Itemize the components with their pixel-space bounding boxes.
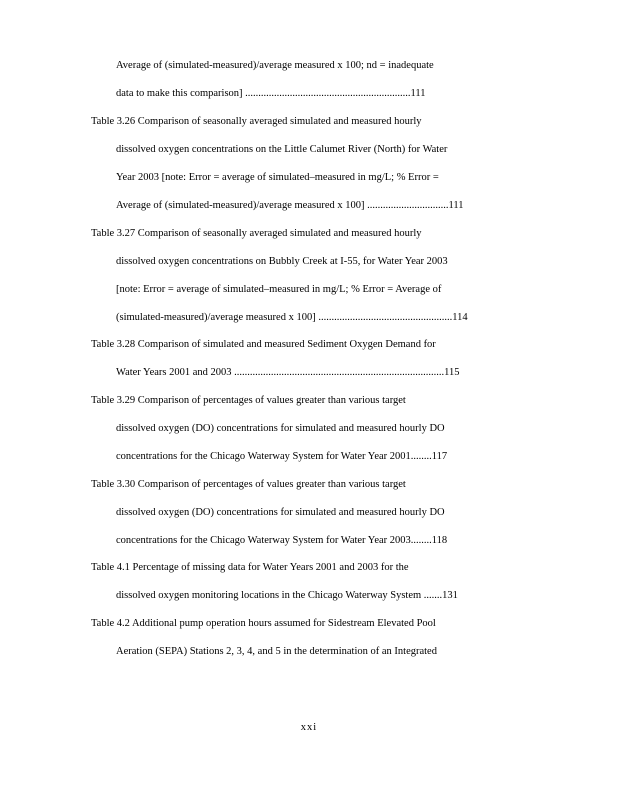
text-line: dissolved oxygen monitoring locations in the Chicago Waterway System .......131 (116, 590, 458, 601)
list-entry-table-3-27: Table 3.27 Comparison of seasonally averaged simulated and measured hourly (91, 228, 422, 239)
text-line: Aeration (SEPA) Stations 2, 3, 4, and 5 in the determination of an Integrated (116, 646, 437, 657)
text-line: [note: Error = average of simulated–measured in mg/L; % Error = Average of (116, 284, 442, 295)
text-line: Water Years 2001 and 2003 ................................................................................115 (116, 367, 460, 378)
list-entry-table-3-29: Table 3.29 Comparison of percentages of values greater than various target (91, 395, 406, 406)
text-line: dissolved oxygen concentrations on Bubbly Creek at I-55, for Water Year 2003 (116, 256, 448, 267)
text-line: Average of (simulated-measured)/average measured x 100; nd = inadequate (116, 60, 434, 71)
text-line: data to make this comparison] ...............................................................111 (116, 88, 426, 99)
text-line: concentrations for the Chicago Waterway System for Water Year 2001........117 (116, 451, 448, 462)
text-line: concentrations for the Chicago Waterway System for Water Year 2003........118 (116, 535, 448, 546)
text-line: dissolved oxygen (DO) concentrations for simulated and measured hourly DO (116, 507, 445, 518)
list-entry-table-4-1: Table 4.1 Percentage of missing data for Water Years 2001 and 2003 for the (91, 562, 409, 573)
text-line: (simulated-measured)/average measured x 100] ...................................................114 (116, 312, 468, 323)
list-entry-table-3-26: Table 3.26 Comparison of seasonally averaged simulated and measured hourly (91, 116, 422, 127)
list-entry-table-3-30: Table 3.30 Comparison of percentages of values greater than various target (91, 479, 406, 490)
list-entry-table-3-28: Table 3.28 Comparison of simulated and measured Sediment Oxygen Demand for (91, 339, 436, 350)
text-line: Average of (simulated-measured)/average measured x 100] ...............................111 (116, 200, 464, 211)
list-entry-table-4-2: Table 4.2 Additional pump operation hours assumed for Sidestream Elevated Pool (91, 618, 436, 629)
page-number: xxi (300, 722, 318, 733)
text-line: dissolved oxygen (DO) concentrations for simulated and measured hourly DO (116, 423, 445, 434)
text-line: dissolved oxygen concentrations on the Little Calumet River (North) for Water (116, 144, 448, 155)
text-line: Year 2003 [note: Error = average of simulated–measured in mg/L; % Error = (116, 172, 439, 183)
